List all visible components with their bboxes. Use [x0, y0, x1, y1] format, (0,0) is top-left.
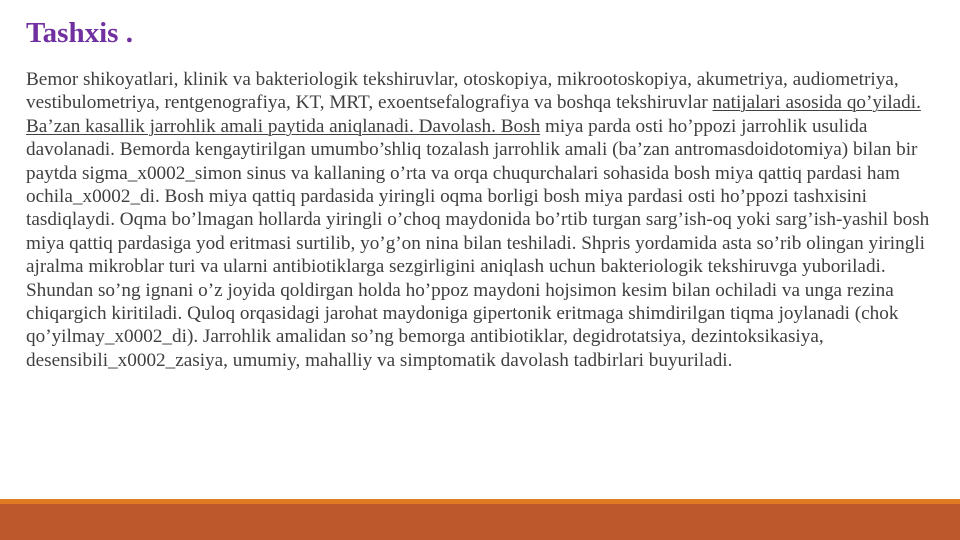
slide-body-text [26, 68, 942, 372]
slide-title: Tashxis . [26, 17, 133, 49]
body-text-part-2: miya parda osti ho’ppozi jarrohlik usulida davolanadi. Bemorda kengaytirilgan umumbo’shliq tozalash jarrohlik amali (ba’zan antromasdoidotomiya) bilan bir paytda sigma_x0002_simon sinus va kallaning o’rta va orqa chuqurchalari sohasida bosh miya qattiq pardasi ham ochila_x0002_di. Bosh miya qattiq pardasida yiringli oqma borligi bosh miya pardasi osti ho’ppozi tashxisini tasdiqlaydi. Oqma bo’lmagan hollarda yiringli o’choq maydonida bo’rtib turgan sarg’ish-oq yoki sarg’ish-yashil bosh miya qattiq pardasiga yod eritmasi surtilib, yo’g’on nina bilan teshiladi. Shpris yordamida asta so’rib olingan yiringli ajralma mikroblar turi va ularni antibiotiklarga sezgirligini aniqlash uchun bakteriologik tekshiruvga yuboriladi. Shundan so’ng ignani o’z joyida qoldirgan holda ho’ppoz maydoni hojsimon kesim bilan ochiladi va unga rezina chiqargich kiritiladi. Quloq orqasidagi jarohat maydoniga gipertonik eritmaga shimdirilgan tiqma joylanadi (chok qo’yilmay_x0002_di). Jarrohlik amalidan so’ng bemorga antibiotiklar, degidrotatsiya, dezintoksikasiya, desensibili_x0002_zasiya, umumiy, mahalliy va simptomatik davolash tadbirlari buyuriladi. [26, 115, 930, 371]
footer-band [0, 504, 960, 540]
body-text-underlined: natijalari asosida qo’yiladi. Ba’zan kasallik jarrohlik amali paytida aniqlanadi. Davolash. Bosh [26, 92, 921, 137]
body-text-part-1: Bemor shikoyatlari, klinik va bakteriologik tekshiruvlar, otoskopiya, mikrootoskopiya, akumetriya, audiometriya, vestibulometriya, rentgenografiya, KT, MRT, exoentsefalografiya va boshqa tekshiruvlar [26, 69, 899, 114]
